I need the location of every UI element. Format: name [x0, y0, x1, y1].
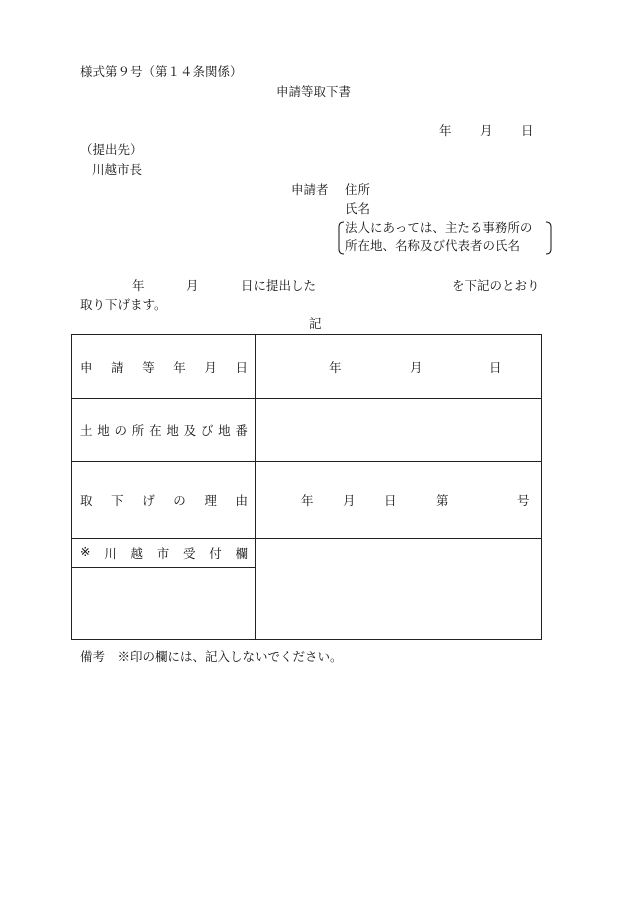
table-row-withdrawal-reason [72, 462, 542, 539]
table-row-reception [72, 539, 542, 568]
address-label: 住所 [345, 182, 371, 197]
body-year: 年 [132, 278, 145, 293]
date-day-label: 日 [521, 123, 534, 138]
body-withdraw: を下記のとおり [452, 278, 540, 293]
application-date-label-cell [72, 335, 256, 399]
body-month: 月 [186, 278, 199, 293]
corporate-note-line1: 法人にあっては、主たる事務所の [345, 220, 533, 235]
form-number: 様式第９号（第１４条関係） [80, 64, 243, 79]
land-location-label-cell [72, 399, 256, 462]
submit-to-label: （提出先） [80, 142, 143, 157]
reception-right-blank [256, 539, 542, 640]
reason-month: 月 [343, 493, 356, 508]
app-date-day: 日 [489, 359, 502, 375]
withdrawal-table [71, 334, 542, 640]
reception-label-cell [72, 539, 256, 568]
corporate-note-line2: 所在地、名称及び代表者の氏名 [345, 238, 521, 253]
withdrawal-reason-label: 取 下 げ の 理 由 [80, 493, 248, 508]
app-date-year: 年 [329, 359, 342, 375]
reception-stamp-area [72, 568, 256, 640]
table-row-land-location [72, 399, 542, 462]
bracket-right [545, 221, 553, 255]
date-month-label: 月 [480, 123, 493, 138]
body-line2: 取り下げます。 [80, 297, 167, 312]
reason-go: 号 [517, 493, 530, 508]
name-label: 氏名 [345, 201, 371, 216]
ki-label: 記 [309, 316, 322, 331]
reason-day: 日 [384, 493, 397, 508]
withdrawal-reason-value[interactable] [256, 462, 542, 539]
application-date-label: 申 請 等 年 月 日 [80, 359, 248, 375]
body-day-submitted: 日に提出した [241, 278, 317, 293]
table-row-application-date [72, 335, 542, 399]
reason-dai: 第 [436, 493, 449, 508]
reason-year: 年 [301, 493, 314, 508]
submit-to: 川越市長 [92, 162, 143, 177]
date-year-label: 年 [439, 123, 452, 138]
application-date-value[interactable] [256, 335, 542, 399]
land-location-value[interactable] [256, 399, 542, 462]
withdrawal-reason-label-cell [72, 462, 256, 539]
applicant-label: 申請者 [291, 182, 329, 197]
land-location-label: 土 地 の 所 在 地 及 び 地 番 [80, 423, 248, 438]
form-title: 申請等取下書 [276, 84, 352, 99]
app-date-month: 月 [410, 359, 423, 375]
remarks: 備考 ※印の欄には、記入しないでください。 [80, 649, 343, 664]
reception-label: ※ 川 越 市 受 付 欄 [80, 544, 248, 561]
bracket-left [337, 221, 345, 255]
